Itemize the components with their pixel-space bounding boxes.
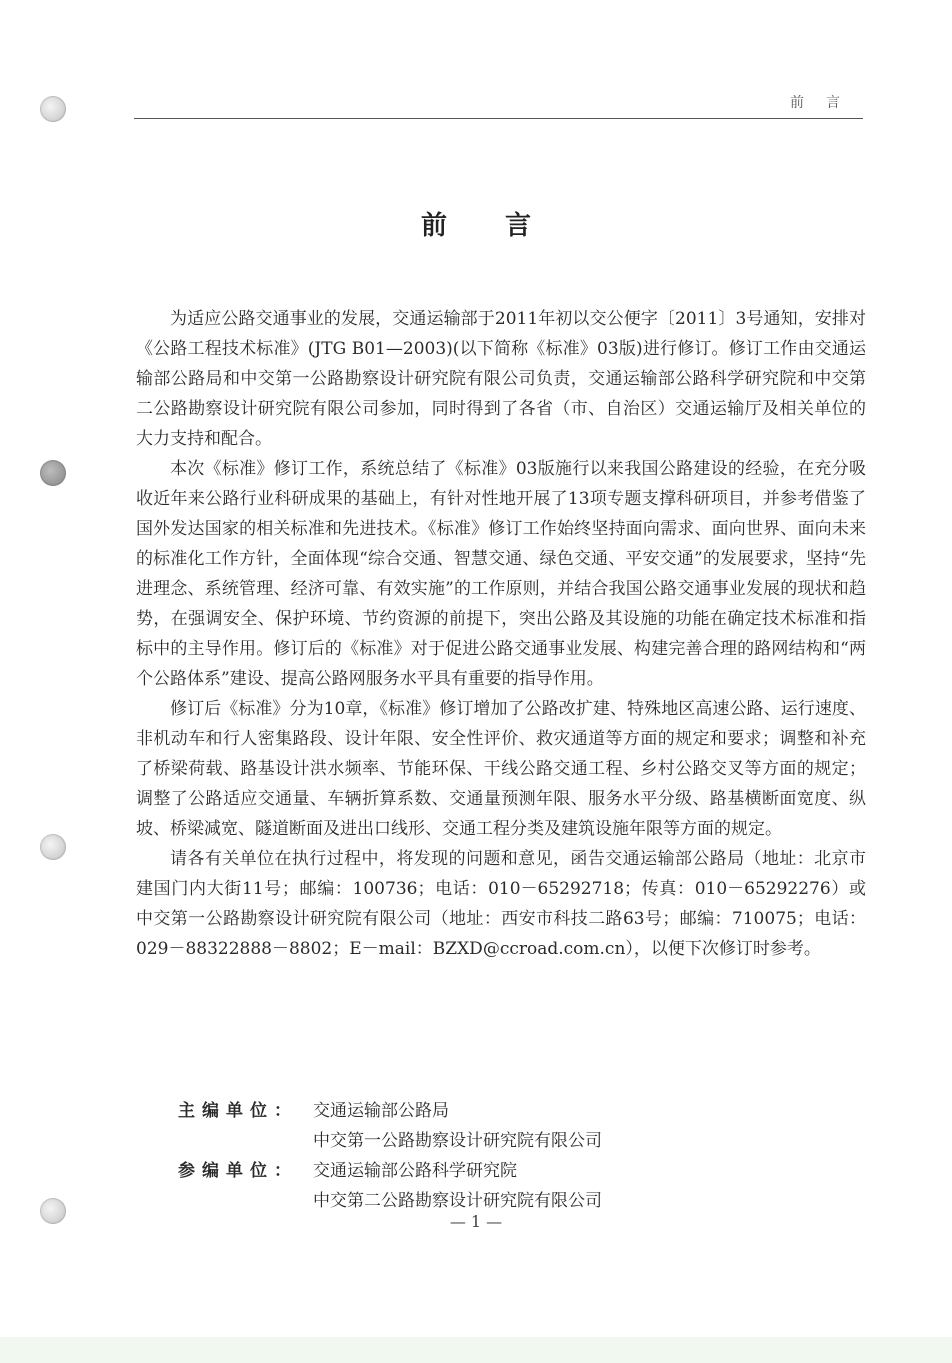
editor-unit: 交通运输部公路局 [313, 1101, 449, 1121]
binder-hole [40, 460, 66, 486]
paragraph: 本次《标准》修订工作，系统总结了《标准》03版施行以来我国公路建设的经验，在充分吸收近年来公路行业科研成果的基础上，有针对性地开展了13项专题支撑科研项目，并参考借鉴了国外发达国家的相关标准和先进技术。《标准》修订工作始终坚持面向需求、面向世界、面向未来的标准化工作方针，全面体现“综合交通、智慧交通、绿色交通、平安交通”的发展要求，坚持“先进理念、系统管理、经济可靠、有效实施”的工作原则，并结合我国公路交通事业发展的现状和趋势，在强调安全、保护环境、节约资源的前提下，突出公路及其设施的功能在确定技术标准和指标中的主导作用。修订后的《标准》对于促进公路交通事业发展、构建完善合理的路网结构和“两个公路体系”建设、提高公路网服务水平具有重要的指导作用。 [136, 459, 866, 689]
chief-editor-row [178, 1096, 738, 1156]
participating-editor-label: 参编单位： [178, 1161, 298, 1181]
paragraph: 修订后《标准》分为10章，《标准》修订增加了公路改扩建、特殊地区高速公路、运行速度、非机动车和行人密集路段、设计年限、安全性评价、救灾通道等方面的规定和要求；调整和补充了桥梁荷载、路基设计洪水频率、节能环保、干线公路交通工程、乡村公路交叉等方面的规定；调整了公路适应交通量、车辆折算系数、交通量预测年限、服务水平分级、路基横断面宽度、纵坡、桥梁减宽、隧道断面及进出口线形、交通工程分类及建筑设施年限等方面的规定。 [136, 699, 866, 839]
preface-body [136, 304, 866, 964]
binder-hole [40, 96, 66, 122]
editor-unit: 中交第二公路勘察设计研究院有限公司 [313, 1191, 602, 1211]
binder-hole [40, 834, 66, 860]
paragraph: 请各有关单位在执行过程中，将发现的问题和意见，函告交通运输部公路局（地址：北京市建国门内大街11号；邮编：100736；电话：010－65292718；传真：010－65292276）或中交第一公路勘察设计研究院有限公司（地址：西安市科技二路63号；邮编：710075；电话：029－88322888－8802；E－mail：BZXD@ccroad.com.cn），以便下次修订时参考。 [136, 849, 866, 959]
header-rule [134, 118, 863, 119]
chief-editor-label: 主编单位： [178, 1101, 298, 1121]
running-head: 前言 [790, 95, 862, 111]
chief-editor-units [313, 1096, 738, 1156]
editor-units [178, 1096, 738, 1216]
page-number: — 1 — [449, 1212, 503, 1231]
participating-editor-units [313, 1156, 738, 1216]
participating-editor-row [178, 1156, 738, 1216]
page-title: 前言 [420, 211, 589, 241]
editor-unit: 中交第一公路勘察设计研究院有限公司 [313, 1131, 602, 1151]
paragraph: 为适应公路交通事业的发展，交通运输部于2011年初以交公便字〔2011〕3号通知，安排对《公路工程技术标准》(JTG B01—2003)(以下简称《标准》03版)进行修订。修订工作由交通运输部公路局和中交第一公路勘察设计研究院有限公司负责，交通运输部公路科学研究院和中交第二公路勘察设计研究院有限公司参加，同时得到了各省（市、自治区）交通运输厅及相关单位的大力支持和配合。 [136, 309, 866, 449]
editor-unit: 交通运输部公路科学研究院 [313, 1161, 517, 1181]
scan-edge-tint [0, 1337, 952, 1363]
